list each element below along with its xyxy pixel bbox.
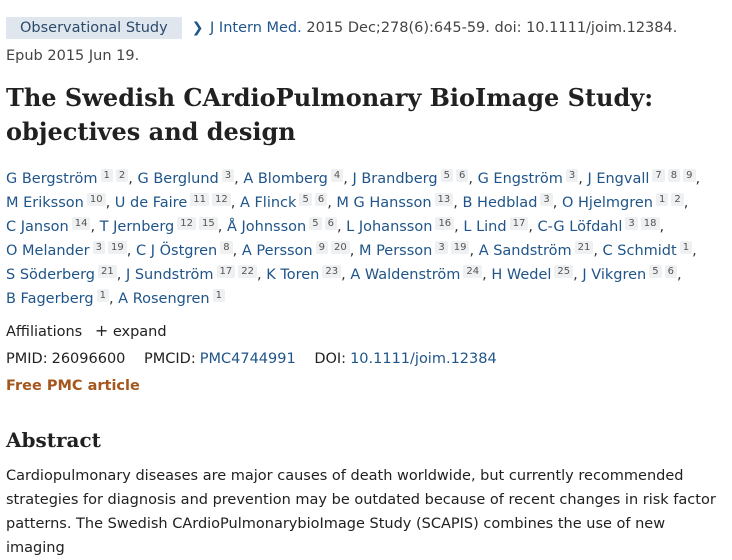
affiliation-ref[interactable]: 20 [331,241,350,254]
epub-date: Epub 2015 Jun 19. [6,48,140,64]
pmid-value: 26096600 [51,351,126,367]
author-name-link[interactable]: J Brandberg [352,171,438,187]
author-separator: , [468,171,473,187]
abstract-heading: Abstract [6,428,101,452]
author-name-link[interactable]: K Toren [266,267,320,283]
author-item [240,195,332,211]
author-list [6,167,721,311]
affiliation-ref[interactable]: 8 [220,241,232,254]
affiliation-ref[interactable]: 5 [441,169,453,182]
author-name-link[interactable]: B Hedblad [462,195,538,211]
author-name-link[interactable]: C Janson [6,219,69,235]
affiliation-ref[interactable]: 21 [575,241,594,254]
doi-label: DOI: [314,351,347,367]
author-separator: , [126,243,132,259]
author-item [479,243,598,259]
affiliation-ref[interactable]: 5 [649,265,661,278]
affiliation-ref[interactable]: 9 [316,241,328,254]
author-item [136,243,237,259]
affiliation-ref[interactable]: 3 [540,193,552,206]
author-item [491,267,577,283]
author-item [6,267,121,283]
affiliation-ref[interactable]: 3 [222,169,234,182]
author-name-link[interactable]: M Persson [358,243,433,259]
author-separator: , [116,267,122,283]
author-name-link[interactable]: J Sundström [125,267,214,283]
affiliation-ref[interactable]: 6 [665,265,677,278]
author-item [478,171,583,187]
author-separator: , [578,171,583,187]
affiliation-ref[interactable]: 11 [190,193,209,206]
author-separator: , [683,195,689,211]
author-separator: , [105,195,111,211]
author-separator: , [217,219,223,235]
author-separator: , [482,267,487,283]
free-pmc-article-label: Free PMC article [6,378,140,394]
author-name-link[interactable]: O Melander [6,243,90,259]
author-item [603,243,697,259]
chevron-right-icon[interactable]: ❯ [191,20,204,36]
author-separator: , [336,219,342,235]
author-separator: , [343,171,348,187]
affiliation-ref[interactable]: 21 [98,265,117,278]
author-separator: , [528,219,533,235]
author-separator: , [232,243,238,259]
journal-link[interactable]: J Intern Med. [210,20,302,36]
author-item [242,243,355,259]
author-name-link[interactable]: U de Faire [114,195,188,211]
author-name-link[interactable]: C-G Löfdahl [537,219,623,235]
author-item [462,195,557,211]
author-name-link[interactable]: T Jernberg [99,219,175,235]
author-name-link[interactable]: L Lind [463,219,507,235]
author-name-link[interactable]: H Wedel [491,267,552,283]
affiliations-label: Affiliations [6,324,83,340]
article-type-badge: Observational Study [6,17,182,39]
author-item [346,219,459,235]
author-separator: , [341,267,346,283]
author-name-link[interactable]: G Berglund [137,171,219,187]
author-name-link[interactable]: O Hjelmgren [562,195,653,211]
affiliation-ref[interactable]: 3 [435,241,447,254]
pmid-label: PMID: [6,351,48,367]
abstract-text: Cardiopulmonary diseases are major causes of death worldwide, but currently recommended strategies for diagnosis and prevention may be outdated because of recent changes in risk factor patterns. The Swedish CArdioPulmonarybioImage Study (SCAPIS) combines the use of new imaging [6,468,716,556]
author-name-link[interactable]: J Engvall [587,171,650,187]
author-separator: , [257,267,262,283]
author-item [350,267,486,283]
author-separator: , [128,171,133,187]
affiliation-ref[interactable]: 1 [101,169,113,182]
affiliation-ref[interactable]: 1 [680,241,692,254]
author-name-link[interactable]: A Persson [241,243,313,259]
author-separator: , [692,243,697,259]
author-item [352,171,472,187]
author-name-link[interactable]: M Eriksson [6,195,84,211]
affiliation-ref[interactable]: 17 [217,265,236,278]
affiliation-ref[interactable]: 24 [463,265,482,278]
affiliation-ref[interactable]: 4 [331,169,343,182]
affiliation-ref[interactable]: 5 [309,217,321,230]
author-name-link[interactable]: B Fagerberg [6,291,94,307]
author-item [6,219,95,235]
author-item [463,219,533,235]
author-item [100,219,223,235]
affiliation-ref[interactable]: 9 [683,169,695,182]
author-name-link[interactable]: A Blomberg [243,171,328,187]
affiliation-ref[interactable]: 25 [554,265,573,278]
author-item [6,243,131,259]
author-item [6,171,133,187]
affiliation-ref[interactable]: 3 [625,217,637,230]
author-name-link[interactable]: A Sandström [478,243,572,259]
affiliation-ref[interactable]: 13 [435,193,454,206]
author-separator: , [90,219,96,235]
author-item [227,219,342,235]
author-item [587,171,700,187]
author-separator: , [659,219,665,235]
author-item [266,267,345,283]
pmcid-label: PMCID: [144,351,196,367]
affiliation-ref[interactable]: 16 [435,217,454,230]
author-name-link[interactable]: A Rosengren [118,291,210,307]
affiliation-ref[interactable]: 7 [652,169,664,182]
author-name-link[interactable]: C Schmidt [602,243,677,259]
affiliation-ref[interactable]: 23 [322,265,341,278]
affiliation-ref[interactable]: 2 [116,169,128,182]
expand-affiliations-button[interactable]: expand [112,324,167,340]
author-name-link[interactable]: G Bergström [6,171,98,187]
author-separator: , [695,171,701,187]
author-separator: , [108,291,114,307]
affiliation-ref[interactable]: 19 [108,241,127,254]
author-name-link[interactable]: C J Östgren [135,243,218,259]
author-name-link[interactable]: M G Hansson [336,195,432,211]
author-separator: , [349,243,355,259]
author-name-link[interactable]: Å Johnsson [226,219,307,235]
affiliation-ref[interactable]: 12 [177,217,196,230]
affiliation-ref[interactable]: 19 [451,241,470,254]
author-separator: , [593,243,598,259]
author-item [582,267,681,283]
affiliation-ref[interactable]: 6 [456,169,468,182]
author-item [115,195,236,211]
affiliation-ref[interactable]: 6 [325,217,337,230]
author-name-link[interactable]: L Johansson [346,219,433,235]
author-item [118,291,225,307]
author-item [137,171,238,187]
affiliation-ref[interactable]: 10 [87,193,106,206]
identifiers-row [6,349,726,369]
affiliation-ref[interactable]: 22 [238,265,257,278]
author-separator: , [676,267,682,283]
author-item [336,195,457,211]
author-separator: , [454,219,459,235]
author-item [562,195,688,211]
affiliation-ref[interactable]: 1 [213,289,225,302]
author-item [126,267,262,283]
affiliation-ref[interactable]: 1 [656,193,668,206]
affiliation-ref[interactable]: 8 [668,169,680,182]
author-name-link[interactable]: A Waldenström [350,267,461,283]
affiliation-ref[interactable]: 17 [510,217,529,230]
author-separator: , [469,243,475,259]
citation-text: 2015 Dec;278(6):645-59. doi: 10.1111/joim.12384. [306,20,678,36]
author-item [243,171,348,187]
affiliation-ref[interactable]: 15 [199,217,218,230]
affiliation-ref[interactable]: 12 [212,193,231,206]
author-separator: , [573,267,578,283]
author-name-link[interactable]: A Flinck [239,195,297,211]
author-item [6,291,114,307]
author-separator: , [453,195,458,211]
affiliation-ref[interactable]: 18 [641,217,660,230]
affiliation-ref[interactable]: 3 [566,169,578,182]
author-name-link[interactable]: G Engström [477,171,563,187]
article-page [6,0,726,560]
plus-icon[interactable]: + [94,321,109,340]
doi-link[interactable]: 10.1111/joim.12384 [350,351,497,367]
citation-line [6,17,726,39]
affiliation-ref[interactable]: 3 [93,241,105,254]
author-name-link[interactable]: S Söderberg [6,267,96,283]
affiliation-ref[interactable]: 6 [315,193,327,206]
author-item [6,195,110,211]
author-separator: , [234,171,239,187]
article-title: The Swedish CArdioPulmonary BioImage Study: objectives and design [6,83,654,146]
author-name-link[interactable]: J Vikgren [582,267,647,283]
affiliation-ref[interactable]: 14 [72,217,91,230]
affiliation-ref[interactable]: 1 [97,289,109,302]
affiliation-ref[interactable]: 5 [299,193,311,206]
affiliations-row [6,321,726,342]
author-item [538,219,665,235]
author-separator: , [327,195,332,211]
author-separator: , [552,195,558,211]
author-item [359,243,474,259]
author-separator: , [230,195,236,211]
pmcid-link[interactable]: PMC4744991 [199,351,296,367]
affiliation-ref[interactable]: 2 [671,193,683,206]
